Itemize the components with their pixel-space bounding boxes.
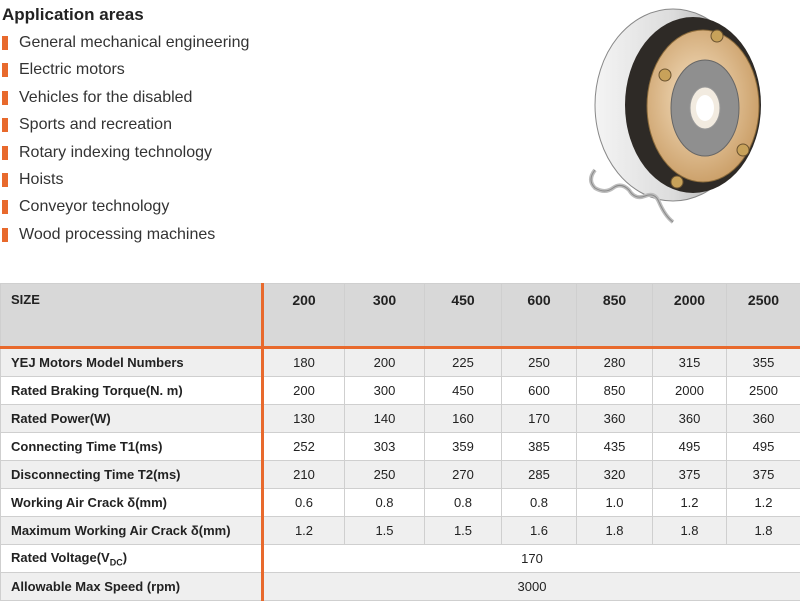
table-cell: 140: [345, 405, 425, 433]
header-size-cell: 200: [263, 284, 345, 348]
list-item: Sports and recreation: [2, 114, 249, 141]
table-cell: 285: [502, 461, 577, 489]
table-cell: 355: [727, 348, 800, 377]
bullet-marker: [2, 118, 8, 132]
table-header-row: [1, 284, 800, 348]
table-row: [1, 461, 800, 489]
table-cell: 1.0: [577, 489, 653, 517]
list-item: Vehicles for the disabled: [2, 87, 249, 114]
table-cell: 1.5: [345, 517, 425, 545]
table-cell: 1.8: [653, 517, 727, 545]
table-cell: 180: [263, 348, 345, 377]
bullet-marker: [2, 146, 8, 160]
table-cell: 360: [653, 405, 727, 433]
row-label: YEJ Motors Model Numbers: [1, 348, 263, 377]
table-cell: 0.6: [263, 489, 345, 517]
table-cell: 0.8: [425, 489, 502, 517]
table-cell: 2000: [653, 377, 727, 405]
table-cell: 1.8: [577, 517, 653, 545]
table-row: [1, 405, 800, 433]
specification-table: [0, 283, 800, 601]
table-row: [1, 489, 800, 517]
page-heading: Application areas: [2, 5, 144, 25]
table-cell: 160: [425, 405, 502, 433]
list-item: Wood processing machines: [2, 224, 249, 251]
row-label: Allowable Max Speed (rpm): [1, 573, 263, 601]
table-cell: 1.2: [653, 489, 727, 517]
header-size-label: SIZE: [1, 284, 263, 348]
table-cell: 360: [727, 405, 800, 433]
table-cell: 435: [577, 433, 653, 461]
table-cell: 0.8: [502, 489, 577, 517]
table-cell: 450: [425, 377, 502, 405]
table-cell: 210: [263, 461, 345, 489]
table-row: [1, 573, 800, 601]
header-size-cell: 2500: [727, 284, 800, 348]
list-item: Rotary indexing technology: [2, 142, 249, 169]
header-size-cell: 600: [502, 284, 577, 348]
bullet-marker: [2, 91, 8, 105]
table-cell: 270: [425, 461, 502, 489]
electromagnetic-brake-image: [565, 0, 800, 250]
table-cell: 360: [577, 405, 653, 433]
table-cell: 850: [577, 377, 653, 405]
table-cell: 1.5: [425, 517, 502, 545]
row-label: Disconnecting Time T2(ms): [1, 461, 263, 489]
table-cell: 225: [425, 348, 502, 377]
table-cell: 1.8: [727, 517, 800, 545]
table-cell: 1.2: [727, 489, 800, 517]
row-label: Connecting Time T1(ms): [1, 433, 263, 461]
table-cell: 315: [653, 348, 727, 377]
row-label: Rated Braking Torque(N. m): [1, 377, 263, 405]
row-label-voltage: Rated $Voltage(V_{DC})$: [1, 545, 263, 573]
table-row: [1, 517, 800, 545]
row-label: Rated Power(W): [1, 405, 263, 433]
table-row: [1, 433, 800, 461]
table-cell: 495: [653, 433, 727, 461]
table-cell: 3000: [263, 573, 800, 601]
table-cell: 130: [263, 405, 345, 433]
list-item: Hoists: [2, 169, 249, 196]
table-cell: 200: [263, 377, 345, 405]
table-cell: 2500: [727, 377, 800, 405]
table-cell: 320: [577, 461, 653, 489]
table-cell: 1.2: [263, 517, 345, 545]
table-cell: 0.8: [345, 489, 425, 517]
header-size-cell: 450: [425, 284, 502, 348]
header-size-cell: 2000: [653, 284, 727, 348]
table-cell: 250: [345, 461, 425, 489]
table-cell: 280: [577, 348, 653, 377]
table-cell: 252: [263, 433, 345, 461]
table-cell: 385: [502, 433, 577, 461]
bullet-marker: [2, 200, 8, 214]
application-list: [2, 32, 249, 251]
header-size-cell: 850: [577, 284, 653, 348]
list-item: General mechanical engineering: [2, 32, 249, 59]
header-size-cell: 300: [345, 284, 425, 348]
table-cell: 170: [263, 545, 800, 573]
list-item: Conveyor technology: [2, 196, 249, 223]
table-cell: 303: [345, 433, 425, 461]
table-cell: 359: [425, 433, 502, 461]
table-cell: 1.6: [502, 517, 577, 545]
table-row: [1, 348, 800, 377]
row-label: Maximum Working Air Crack δ(mm): [1, 517, 263, 545]
table-cell: 600: [502, 377, 577, 405]
table-cell: 375: [653, 461, 727, 489]
table-cell: 300: [345, 377, 425, 405]
bullet-marker: [2, 36, 8, 50]
row-label: Working Air Crack δ(mm): [1, 489, 263, 517]
table-cell: 250: [502, 348, 577, 377]
bullet-marker: [2, 228, 8, 242]
table-cell: 200: [345, 348, 425, 377]
table-cell: 495: [727, 433, 800, 461]
table-row: [1, 545, 800, 573]
bullet-marker: [2, 63, 8, 77]
list-item: Electric motors: [2, 59, 249, 86]
table-row: [1, 377, 800, 405]
table-cell: 170: [502, 405, 577, 433]
bullet-marker: [2, 173, 8, 187]
table-cell: 375: [727, 461, 800, 489]
